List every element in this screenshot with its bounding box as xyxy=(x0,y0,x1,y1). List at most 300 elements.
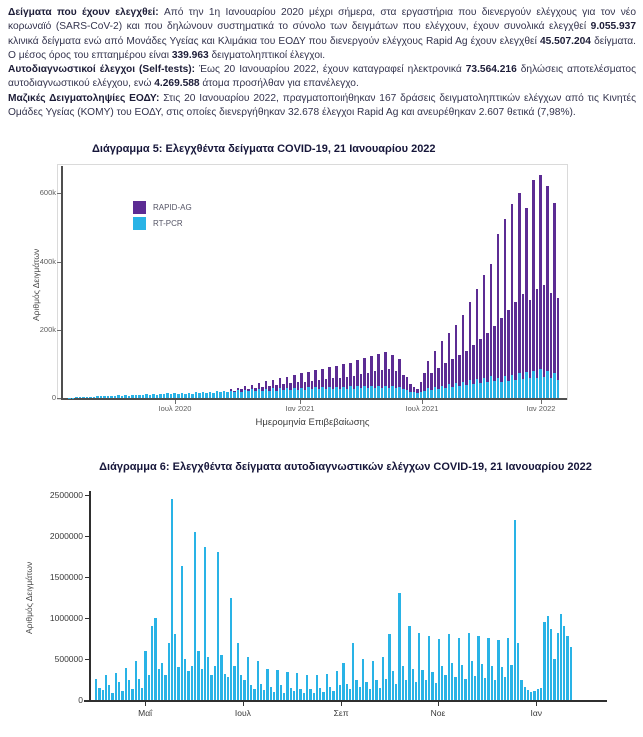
bar xyxy=(532,166,535,398)
bar-segment-rt-pcr xyxy=(539,369,542,398)
bar xyxy=(272,166,275,398)
bar xyxy=(487,495,489,700)
bar-segment-rt-pcr xyxy=(304,390,307,398)
bar-segment-rapid-ag xyxy=(550,293,553,378)
bar xyxy=(128,166,131,398)
bar-segment-rt-pcr xyxy=(507,381,510,398)
bar xyxy=(431,495,433,700)
bar-segment-rt-pcr xyxy=(500,382,503,398)
bar-segment-self-tests xyxy=(191,666,193,700)
bar xyxy=(461,495,463,700)
bar xyxy=(497,166,500,398)
bar xyxy=(372,495,374,700)
bar-segment-rt-pcr xyxy=(441,386,444,398)
bar-segment-rapid-ag xyxy=(353,376,356,389)
bar xyxy=(566,495,568,700)
bar xyxy=(198,166,201,398)
text: Από την 1η Ιανουαρίου 2020 μέχρι σήμερα, στα εργαστήρια που διενεργούν ελέγχους για τον νέο κορωναϊό (SARS-CoV-2) και που δηλώνουν συστηματικά το σύνολο των δειγμάτων που ελέγχουν, έχουν συνολικά ελεγχθεί xyxy=(8,7,636,33)
bar xyxy=(191,495,193,700)
bar-segment-self-tests xyxy=(398,593,400,700)
bar-segment-rapid-ag xyxy=(286,377,289,389)
bar xyxy=(209,166,212,398)
bar xyxy=(540,495,542,700)
bar-segment-rt-pcr xyxy=(86,397,89,398)
bar-segment-rapid-ag xyxy=(321,369,324,387)
bar-segment-rapid-ag xyxy=(518,193,521,374)
bar xyxy=(388,495,390,700)
x-tick-label: Ιουλ 2020 xyxy=(158,404,192,413)
bar xyxy=(286,495,288,700)
bar-segment-rt-pcr xyxy=(416,393,419,398)
bar xyxy=(500,166,503,398)
bar-segment-self-tests xyxy=(329,687,331,700)
bar xyxy=(100,166,103,398)
bar-segment-self-tests xyxy=(487,638,489,700)
bar-segment-rapid-ag xyxy=(493,326,496,381)
bar-segment-rt-pcr xyxy=(219,392,222,398)
bar xyxy=(297,166,300,398)
bar-segment-rt-pcr xyxy=(381,388,384,398)
bar-segment-rapid-ag xyxy=(356,360,359,386)
bar-segment-self-tests xyxy=(408,626,410,700)
bar-segment-self-tests xyxy=(141,688,143,700)
bar-segment-self-tests xyxy=(151,626,153,700)
x-tick-mark xyxy=(536,702,537,706)
y-tick-mark xyxy=(57,262,61,263)
bar-segment-rapid-ag xyxy=(297,382,300,390)
bar-segment-self-tests xyxy=(458,638,460,700)
bar-segment-rt-pcr xyxy=(110,396,113,398)
paragraph xyxy=(8,6,636,63)
bar xyxy=(251,166,254,398)
bar-segment-self-tests xyxy=(395,684,397,700)
bar xyxy=(448,495,450,700)
legend-item xyxy=(133,217,192,230)
bar-segment-rapid-ag xyxy=(483,275,486,377)
bar-segment-rt-pcr xyxy=(103,396,106,398)
bar xyxy=(293,166,296,398)
bar-segment-rt-pcr xyxy=(279,388,282,398)
bar-segment-rapid-ag xyxy=(293,375,296,388)
bar-segment-self-tests xyxy=(164,675,166,700)
bar xyxy=(388,166,391,398)
bar xyxy=(342,166,345,398)
bar-segment-rt-pcr xyxy=(391,386,394,398)
bar xyxy=(311,166,314,398)
bar-segment-self-tests xyxy=(313,693,315,700)
bar-segment-rt-pcr xyxy=(413,392,416,398)
bar-segment-rt-pcr xyxy=(444,388,447,398)
y-tick-mark xyxy=(85,536,89,537)
bar-segment-rt-pcr xyxy=(205,393,208,398)
bar-segment-rt-pcr xyxy=(240,392,243,398)
x-tick-mark xyxy=(341,702,342,706)
bar-segment-self-tests xyxy=(425,680,427,700)
chart-6-y-axis-label: Αριθμός Δειγμάτων xyxy=(24,561,34,634)
bar-segment-rapid-ag xyxy=(479,339,482,383)
x-tick-mark xyxy=(243,702,244,706)
bar-segment-self-tests xyxy=(102,690,104,700)
bar xyxy=(125,495,127,700)
bold-text: 73.564.216 xyxy=(465,64,517,76)
bar xyxy=(415,495,417,700)
chart-6-bars xyxy=(95,495,572,700)
bar-segment-rt-pcr xyxy=(522,379,525,398)
bar xyxy=(223,166,226,398)
bar xyxy=(181,495,183,700)
bar-segment-rapid-ag xyxy=(504,219,507,376)
bar xyxy=(326,495,328,700)
bar-segment-rapid-ag xyxy=(557,298,560,380)
bar-segment-rapid-ag xyxy=(300,373,303,387)
bar-segment-rt-pcr xyxy=(504,376,507,398)
bar xyxy=(369,495,371,700)
bar xyxy=(547,495,549,700)
bar-segment-rapid-ag xyxy=(314,370,317,387)
bar-segment-self-tests xyxy=(250,685,252,700)
bar-segment-self-tests xyxy=(484,678,486,700)
bar-segment-rt-pcr xyxy=(388,388,391,398)
bar-segment-rt-pcr xyxy=(93,397,96,398)
bar-segment-self-tests xyxy=(365,682,367,700)
bar xyxy=(293,495,295,700)
bar xyxy=(286,166,289,398)
bar xyxy=(68,166,71,398)
bar xyxy=(240,166,243,398)
bar xyxy=(270,495,272,700)
bar-segment-self-tests xyxy=(362,659,364,700)
bar xyxy=(154,495,156,700)
bar-segment-self-tests xyxy=(517,643,519,700)
bar-segment-rapid-ag xyxy=(318,380,321,390)
bar-segment-self-tests xyxy=(563,626,565,700)
bar-segment-self-tests xyxy=(372,661,374,700)
bar-segment-rapid-ag xyxy=(335,366,338,387)
bar xyxy=(309,495,311,700)
bar-segment-rt-pcr xyxy=(198,393,201,398)
bar xyxy=(296,495,298,700)
bar-segment-rt-pcr xyxy=(223,391,226,398)
bar xyxy=(247,166,250,398)
bar xyxy=(332,495,334,700)
bar xyxy=(240,495,242,700)
bar-segment-rt-pcr xyxy=(173,393,176,398)
bar-segment-self-tests xyxy=(491,666,493,700)
bar-segment-rt-pcr xyxy=(268,391,271,399)
bar-segment-rt-pcr xyxy=(142,395,145,398)
bar-segment-rapid-ag xyxy=(490,264,493,377)
bar-segment-self-tests xyxy=(359,687,361,700)
bar xyxy=(416,166,419,398)
bar-segment-rt-pcr xyxy=(511,375,514,398)
bar xyxy=(490,166,493,398)
bar-segment-rt-pcr xyxy=(149,395,152,398)
bar xyxy=(247,495,249,700)
bar xyxy=(276,495,278,700)
bar-segment-self-tests xyxy=(533,691,535,700)
bar xyxy=(168,495,170,700)
bar xyxy=(458,166,461,398)
bar-segment-rt-pcr xyxy=(479,383,482,398)
bar-segment-rt-pcr xyxy=(293,388,296,398)
bar xyxy=(174,495,176,700)
bar-segment-self-tests xyxy=(168,643,170,700)
bar-segment-self-tests xyxy=(355,680,357,701)
bar-segment-rapid-ag xyxy=(423,373,426,391)
bar-segment-self-tests xyxy=(379,688,381,700)
bar xyxy=(300,166,303,398)
bar-segment-rapid-ag xyxy=(391,355,394,386)
bar-segment-self-tests xyxy=(299,689,301,700)
bar xyxy=(375,495,377,700)
bar xyxy=(530,495,532,700)
bar-segment-self-tests xyxy=(121,691,123,700)
bar-segment-self-tests xyxy=(286,672,288,700)
bar xyxy=(336,495,338,700)
bar-segment-rapid-ag xyxy=(332,378,335,389)
bar xyxy=(307,166,310,398)
bar xyxy=(226,166,229,398)
bar xyxy=(465,166,468,398)
bar xyxy=(257,495,259,700)
text: άτομα προσήλθαν για επανέλεγχο. xyxy=(199,78,359,90)
bar-segment-self-tests xyxy=(435,683,437,700)
bar xyxy=(184,495,186,700)
bar xyxy=(374,166,377,398)
bold-text: 339.963 xyxy=(171,49,209,61)
bar-segment-self-tests xyxy=(468,633,470,700)
bar-segment-self-tests xyxy=(214,666,216,700)
bar xyxy=(342,495,344,700)
bar xyxy=(268,166,271,398)
bar-segment-rt-pcr xyxy=(107,396,110,398)
bar-segment-self-tests xyxy=(481,664,483,700)
x-tick-label: Ιαν 2021 xyxy=(285,404,315,413)
x-tick-mark xyxy=(145,702,146,706)
y-tick-mark xyxy=(57,398,61,399)
bar xyxy=(413,166,416,398)
bar xyxy=(425,495,427,700)
bar xyxy=(299,495,301,700)
bar xyxy=(408,495,410,700)
bar xyxy=(434,166,437,398)
bar xyxy=(402,495,404,700)
bar-segment-rt-pcr xyxy=(455,383,458,398)
bar xyxy=(313,495,315,700)
bar-segment-self-tests xyxy=(520,680,522,701)
bar xyxy=(522,166,525,398)
bar xyxy=(349,166,352,398)
bar-segment-rt-pcr xyxy=(135,395,138,398)
intro-text xyxy=(8,6,636,120)
bar-segment-rapid-ag xyxy=(430,373,433,390)
bar xyxy=(359,495,361,700)
y-tick-label: 200k xyxy=(39,324,56,334)
bar-segment-rt-pcr xyxy=(145,394,148,398)
bar xyxy=(486,166,489,398)
bar xyxy=(121,166,124,398)
bar-segment-rapid-ag xyxy=(349,363,352,387)
text: Έως 20 Ιανουαρίου 2022, έχουν καταγραφεί ηλεκτρονικά xyxy=(199,64,466,76)
bar xyxy=(381,166,384,398)
bar-segment-rt-pcr xyxy=(409,392,412,398)
bar xyxy=(220,495,222,700)
chart-5-x-axis-label: Ημερομηνία Επιβεβαίωσης xyxy=(255,417,370,428)
y-tick-mark xyxy=(85,618,89,619)
bar xyxy=(227,495,229,700)
bar-segment-rt-pcr xyxy=(532,371,535,398)
bar-segment-self-tests xyxy=(108,685,110,700)
bar-segment-rt-pcr xyxy=(486,382,489,398)
bar xyxy=(520,495,522,700)
bar xyxy=(504,166,507,398)
bar-segment-rapid-ag xyxy=(465,351,468,385)
bar-segment-self-tests xyxy=(444,675,446,700)
bar-segment-self-tests xyxy=(270,687,272,700)
bar xyxy=(164,495,166,700)
bar xyxy=(570,495,572,700)
bar xyxy=(517,495,519,700)
bar-segment-rt-pcr xyxy=(184,394,187,398)
bar-segment-rapid-ag xyxy=(529,300,532,378)
bar-segment-rt-pcr xyxy=(233,392,236,398)
bar-segment-rt-pcr xyxy=(483,378,486,398)
bar xyxy=(524,495,526,700)
bar-segment-self-tests xyxy=(448,634,450,700)
bar-segment-self-tests xyxy=(253,689,255,700)
x-tick-label: Ιαν 2022 xyxy=(526,404,556,413)
bar xyxy=(421,495,423,700)
bar-segment-self-tests xyxy=(144,651,146,700)
bar-segment-self-tests xyxy=(454,677,456,700)
bar xyxy=(557,166,560,398)
bar-segment-self-tests xyxy=(240,675,242,700)
bar xyxy=(75,166,78,398)
bar-segment-rt-pcr xyxy=(518,373,521,398)
bold-text: 4.269.588 xyxy=(154,78,200,90)
text: κλινικά δείγματα ενώ από Μονάδες Υγείας και Κλιμάκια του ΕΟΔΥ που διενεργούν ελέγχους Rapid Ag έχουν ελεγχθεί xyxy=(8,35,540,47)
bar xyxy=(437,166,440,398)
bar xyxy=(151,495,153,700)
bar-segment-self-tests xyxy=(339,685,341,700)
y-tick-label: 2500000 xyxy=(49,490,83,500)
bar-segment-rapid-ag xyxy=(360,374,363,388)
bar xyxy=(219,166,222,398)
bar xyxy=(455,166,458,398)
bar-segment-self-tests xyxy=(543,622,545,700)
bar-segment-rt-pcr xyxy=(423,391,426,399)
bar-segment-rt-pcr xyxy=(360,388,363,398)
bar-segment-self-tests xyxy=(260,684,262,700)
bar-segment-rapid-ag xyxy=(437,368,440,389)
bar-segment-self-tests xyxy=(194,532,196,700)
bar-segment-self-tests xyxy=(375,680,377,700)
bar-segment-rapid-ag xyxy=(486,333,489,382)
bar xyxy=(339,495,341,700)
bar-segment-rapid-ag xyxy=(462,315,465,382)
bar xyxy=(128,495,130,700)
bar-segment-self-tests xyxy=(217,552,219,700)
bar-segment-rt-pcr xyxy=(131,395,134,398)
bar-segment-rapid-ag xyxy=(434,351,437,387)
bar-segment-rt-pcr xyxy=(353,389,356,398)
bar-segment-rt-pcr xyxy=(212,393,215,398)
bar-segment-self-tests xyxy=(174,634,176,700)
bar-segment-rt-pcr xyxy=(226,392,229,398)
bar xyxy=(89,166,92,398)
bar xyxy=(207,495,209,700)
bar xyxy=(382,495,384,700)
bar xyxy=(474,495,476,700)
bar xyxy=(563,495,565,700)
bar-segment-rapid-ag xyxy=(553,203,556,374)
bar xyxy=(117,166,120,398)
bar xyxy=(550,495,552,700)
bar xyxy=(363,166,366,398)
bar-segment-self-tests xyxy=(477,636,479,700)
bar-segment-self-tests xyxy=(418,633,420,700)
bar-segment-self-tests xyxy=(550,629,552,700)
bar-segment-self-tests xyxy=(326,674,328,700)
bar xyxy=(289,166,292,398)
bar xyxy=(537,495,539,700)
bar-segment-self-tests xyxy=(171,499,173,700)
bar xyxy=(319,495,321,700)
bar-segment-rt-pcr xyxy=(272,388,275,398)
bar-segment-rapid-ag xyxy=(409,384,412,392)
bar xyxy=(504,495,506,700)
bar xyxy=(418,495,420,700)
bar-segment-self-tests xyxy=(464,679,466,700)
bar-segment-rapid-ag xyxy=(342,364,345,387)
bar-segment-self-tests xyxy=(438,639,440,701)
bar-segment-self-tests xyxy=(352,643,354,700)
bar-segment-rt-pcr xyxy=(339,389,342,398)
y-tick-label: 500000 xyxy=(54,654,83,664)
bar-segment-rt-pcr xyxy=(377,386,380,398)
bar xyxy=(472,166,475,398)
bar xyxy=(329,495,331,700)
bar xyxy=(339,166,342,398)
bar xyxy=(484,495,486,700)
bold-text: 45.507.204 xyxy=(539,35,591,47)
bar-segment-self-tests xyxy=(504,677,506,700)
bar xyxy=(543,166,546,398)
bar xyxy=(525,166,528,398)
bar-segment-rt-pcr xyxy=(311,389,314,398)
x-tick-label: Σεπ xyxy=(333,708,349,718)
bar-segment-self-tests xyxy=(319,688,321,700)
bar-segment-self-tests xyxy=(382,657,384,700)
bar-segment-rt-pcr xyxy=(247,391,250,398)
bar-segment-self-tests xyxy=(474,676,476,700)
text: δείγματα. Ο μέσος όρος του επταημέρου είναι xyxy=(8,35,636,61)
bar xyxy=(435,495,437,700)
bar xyxy=(438,495,440,700)
bar-segment-rapid-ag xyxy=(402,375,405,389)
bar-segment-rt-pcr xyxy=(543,377,546,398)
bar-segment-rt-pcr xyxy=(163,394,166,398)
legend-label: RT-PCR xyxy=(153,219,183,228)
bar xyxy=(518,166,521,398)
bar xyxy=(427,166,430,398)
bar-segment-rt-pcr xyxy=(469,380,472,398)
bar xyxy=(110,166,113,398)
bar-segment-self-tests xyxy=(540,688,542,700)
bar-segment-rapid-ag xyxy=(304,382,307,390)
bar-segment-self-tests xyxy=(537,689,539,700)
bar-segment-self-tests xyxy=(204,547,206,700)
